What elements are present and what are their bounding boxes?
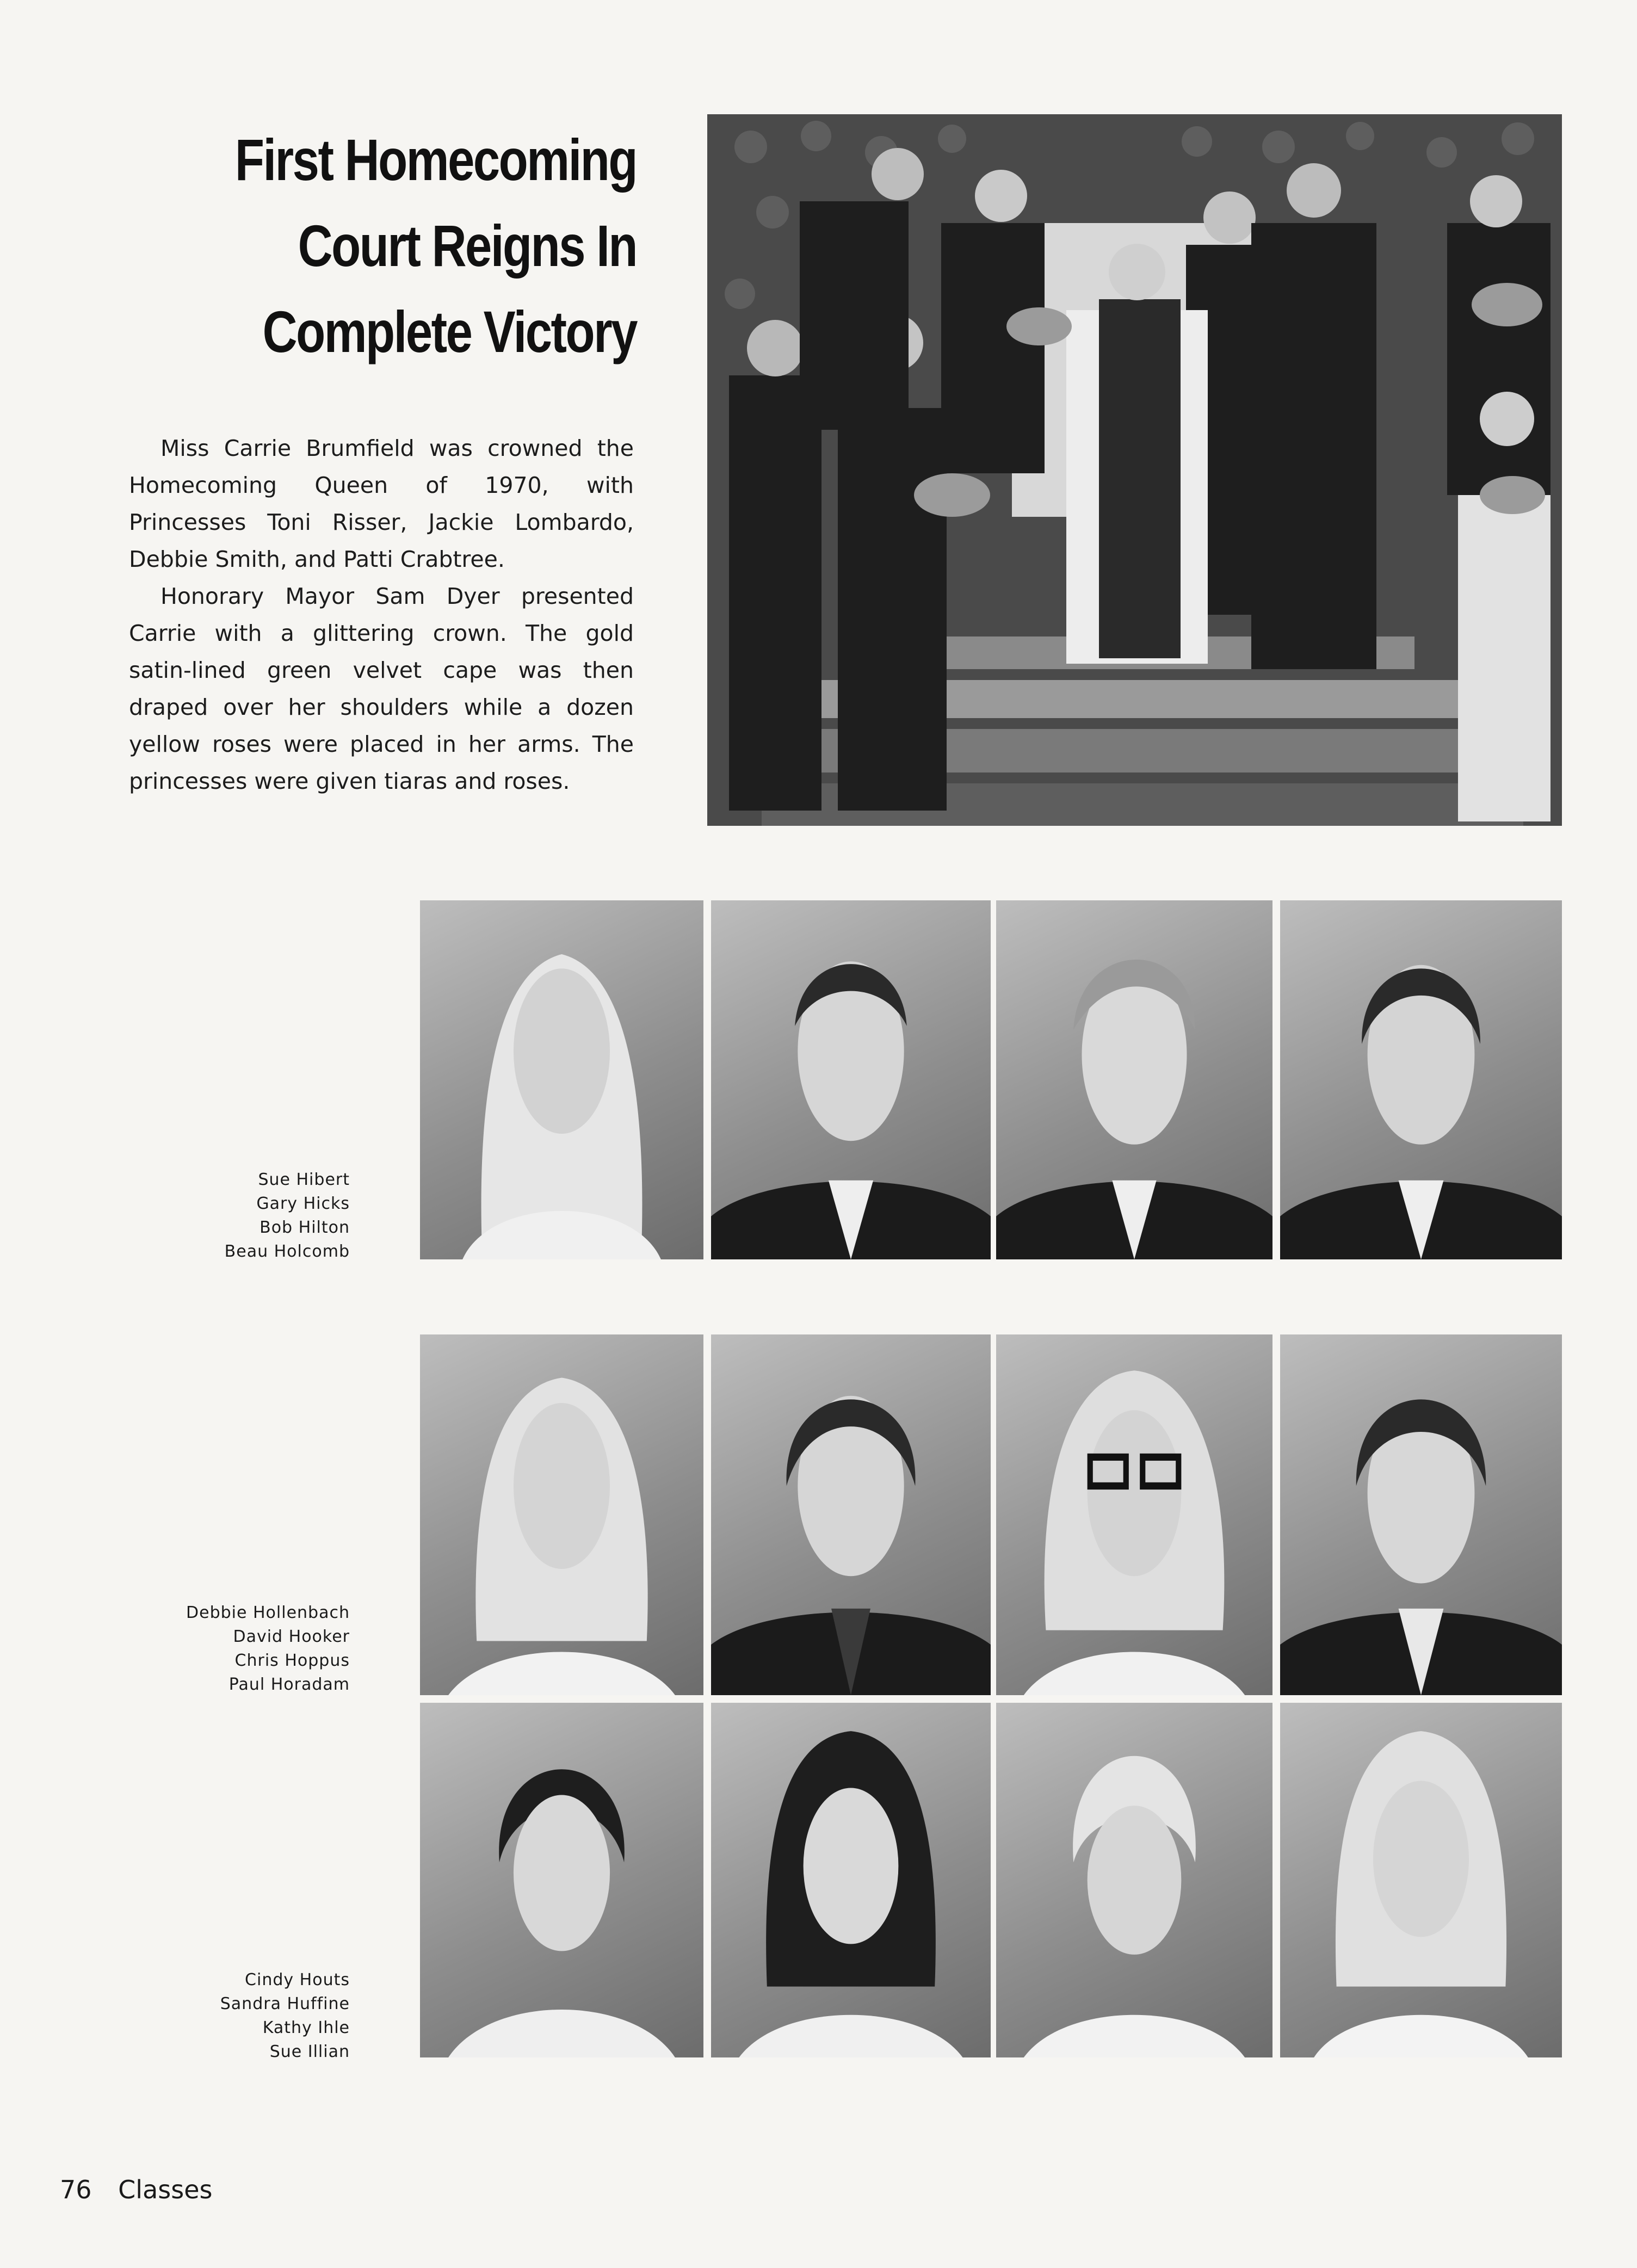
portrait-photo [996, 1334, 1272, 1695]
article-body [129, 430, 634, 800]
portrait-photo [711, 900, 991, 1259]
article-paragraph-2: Honorary Mayor Sam Dyer presented Carrie with a glittering crown. The gold satin-lined green velvet cape was then draped over her shoulders while a dozen yellow roses were placed in her arms. The princesses were given tiaras and roses. [129, 583, 634, 794]
portrait-photo [996, 1703, 1272, 2057]
caption-name: Debbie Hollenbach [186, 1603, 350, 1622]
headline-line-1: First Homecoming [234, 127, 637, 193]
portrait-photo [420, 900, 703, 1259]
portrait-photo [420, 1703, 703, 2057]
caption-name: Chris Hoppus [234, 1651, 350, 1670]
caption-row-3 [154, 1968, 350, 2064]
caption-name: Sandra Huffine [220, 1994, 350, 2013]
homecoming-court-photo [707, 114, 1562, 826]
portrait-photo [996, 900, 1272, 1259]
caption-name: Cindy Houts [245, 1970, 350, 1989]
caption-name: Paul Horadam [228, 1675, 350, 1694]
caption-name: Sue Hibert [258, 1170, 350, 1189]
portrait-photo [420, 1334, 703, 1695]
headline-line-2: Court Reigns In [298, 213, 637, 279]
portrait-photo [1280, 1703, 1562, 2057]
caption-name: Gary Hicks [256, 1194, 350, 1213]
portrait-photo [1280, 1334, 1562, 1695]
portrait-photo [1280, 900, 1562, 1259]
caption-row-2 [154, 1601, 350, 1697]
headline [204, 117, 637, 375]
article-paragraph-1: Miss Carrie Brumfield was crowned the Homecoming Queen of 1970, with Princesses Toni Risser, Jackie Lombardo, Debbie Smith, and Patti Crabtree. [129, 435, 634, 572]
caption-name: Bob Hilton [260, 1218, 350, 1237]
caption-row-1 [154, 1168, 350, 1264]
page-footer [60, 2175, 231, 2204]
portrait-photo [711, 1334, 991, 1695]
caption-name: Beau Holcomb [224, 1242, 350, 1261]
headline-line-3: Complete Victory [262, 299, 637, 364]
page-number: 76 [60, 2175, 92, 2204]
caption-name: Kathy Ihle [262, 2018, 350, 2037]
caption-name: Sue Illian [269, 2042, 350, 2061]
caption-name: David Hooker [233, 1627, 350, 1646]
portrait-photo [711, 1703, 991, 2057]
section-name: Classes [118, 2175, 213, 2204]
